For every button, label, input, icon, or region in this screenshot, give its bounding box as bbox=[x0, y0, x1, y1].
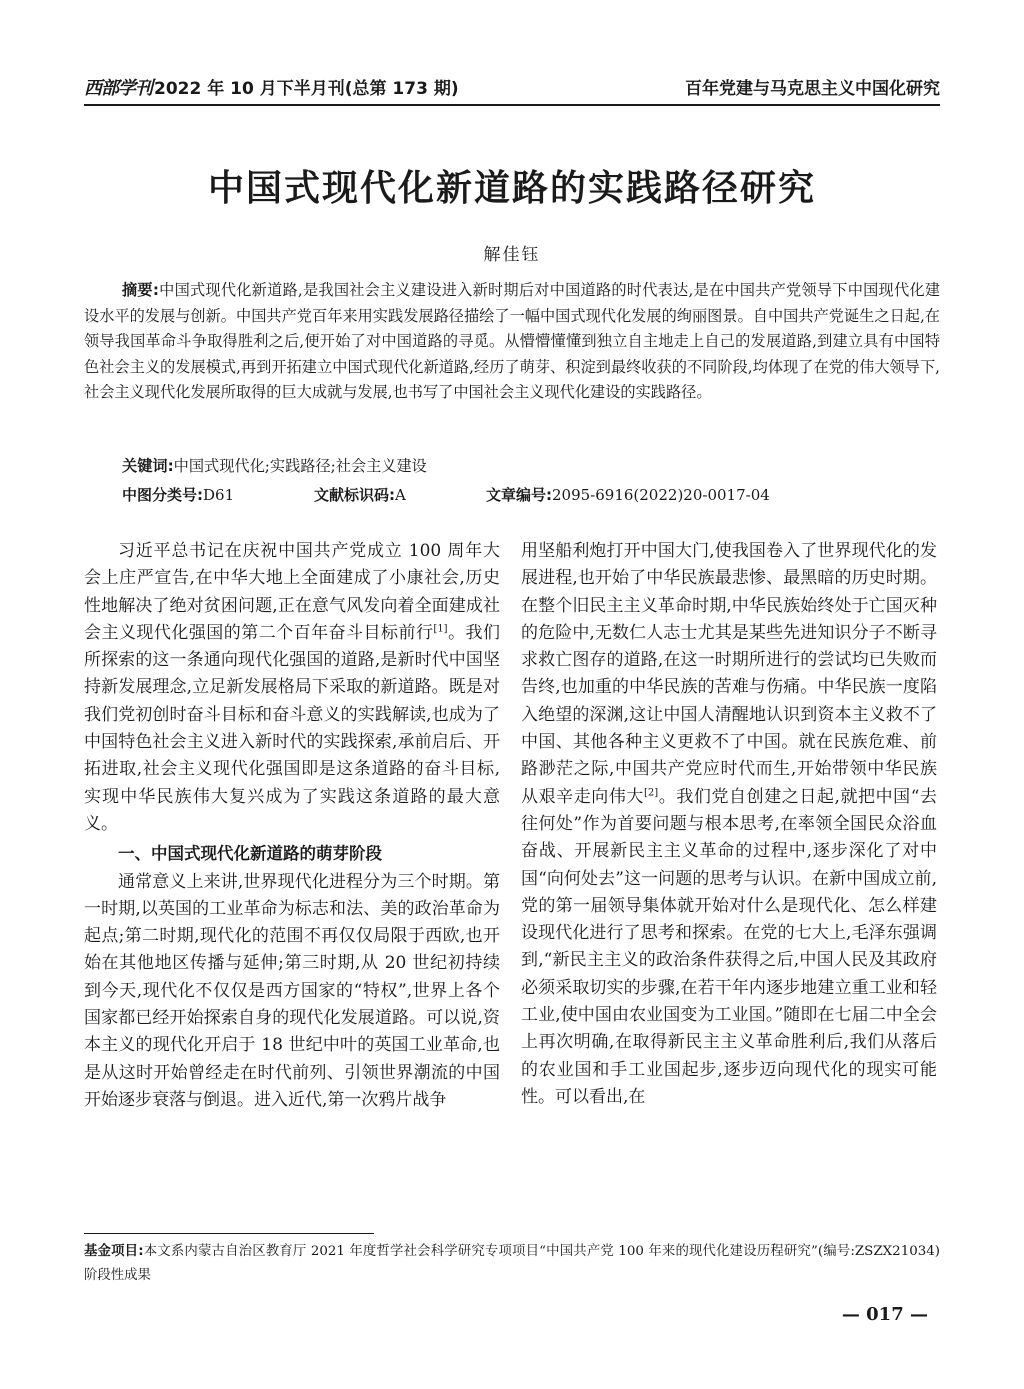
body-column-right bbox=[521, 538, 937, 1111]
footnote-text: 本文系内蒙古自治区教育厅 2021 年度哲学社会科学研究专项项目“中国共产党 100 年来的现代化建设历程研究”(编号:ZSZX21034)阶段性成果 bbox=[84, 1244, 940, 1283]
body-paragraph: 通常意义上来讲,世界现代化进程分为三个时期。第一时期,以英国的工业革命为标志和法、美的政治革命为起点;第二时期,现代化的范围不再仅仅局限于西欧,也开始在其他地区传播与延伸;第三时期,从 20 世纪初持续到今天,现代化不仅仅是西方国家的“特权”,世界上各个国家都已经开始探索自身的现代化发展道路。可以说,资本主义的现代化开启于 18 世纪中叶的英国工业革命,也是从这时开始曾经走在时代前列、引领世界潮流的中国开始逐步衰落与倒退。进入近代,第一次鸦片战争 bbox=[84, 871, 500, 1110]
abstract-label: 摘要: bbox=[122, 281, 159, 299]
body-paragraph bbox=[84, 538, 500, 838]
running-header bbox=[84, 66, 940, 106]
citation-ref: [2] bbox=[644, 787, 659, 799]
issue-label: 2022 年 10 月下半月刊(总第 173 期) bbox=[154, 79, 459, 99]
keywords bbox=[122, 455, 940, 476]
paragraph-text: 用坚船利炮打开中国大门,使我国卷入了世界现代化的发展进程,也开始了中华民族最悲惨、最黑暗的历史时期。在整个旧民主主义革命时期,中华民族始终处于亡国灭种的危险中,无数仁人志士尤其是某些先进知识分子不断寻求救亡图存的道路,在这一时期所进行的尝试均已失败而告终,也加重的中华民族的苦难与伤痛。中华民族一度陷入绝望的深渊,这让中国人清醒地认识到资本主义救不了中国、其他各种主义更救不了中国。就在民族危难、前路渺茫之际,中国共产党应时代而生,开始带领中华民族从艰辛走向伟大 bbox=[521, 541, 937, 807]
page-number: — 017 — bbox=[841, 1304, 928, 1325]
article-number-value: 2095-6916(2022)20-0017-04 bbox=[552, 486, 770, 504]
abstract bbox=[84, 278, 940, 406]
footnote-divider bbox=[84, 1233, 374, 1234]
clc-number bbox=[122, 484, 234, 505]
article-number-label: 文章编号: bbox=[486, 486, 552, 504]
section-heading: 一、中国式现代化新道路的萌芽阶段 bbox=[118, 844, 382, 864]
header-issue-info bbox=[84, 74, 459, 100]
citation-ref: [1] bbox=[433, 623, 448, 635]
author-name: 解佳钰 bbox=[483, 245, 541, 265]
document-code-value: A bbox=[395, 486, 406, 504]
keywords-text: 中国式现代化;实践路径;社会主义建设 bbox=[173, 457, 427, 475]
document-code-label: 文献标识码: bbox=[314, 486, 395, 504]
document-code bbox=[314, 484, 406, 505]
journal-logo: 西部学刊 bbox=[84, 78, 152, 99]
paragraph-text: 。我们党自创建之日起,就把中国“去往何处”作为首要问题与根本思考,在率领全国民众浴血奋战、开展新民主主义革命的过程中,逐步深化了对中国“向何处去”这一问题的思考与认识。在新中国成立前,党的第一届领导集体就开始对什么是现代化、怎么样建设现代化进行了思考和探索。在党的七大上,毛泽东强调到,“新民主主义的政治条件获得之后,中国人民及其政府必须采取切实的步骤,在若干年内逐步地建立重工业和轻工业,使中国由农业国变为工业国。”随即在七届二中全会上再次明确,在取得新民主主义革命胜利后,我们从落后的农业国和手工业国起步,逐步迈向现代化的现实可能性。可以看出,在 bbox=[521, 786, 937, 1107]
funding-footnote bbox=[84, 1240, 940, 1288]
paragraph-text: 。我们所探索的这一条通向现代化强国的道路,是新时代中国坚持新发展理念,立足新发展格局下采取的新道路。既是对我们党初创时奋斗目标和奋斗意义的实践解读,也成为了中国特色社会主义进入新时代的实践探索,承前启后、开拓进取,社会主义现代化强国即是这条道路的奋斗目标,实现中华民族伟大复兴成为了实践这条道路的最大意义。 bbox=[84, 622, 501, 834]
abstract-text: 中国式现代化新道路,是我国社会主义建设进入新时期后对中国道路的时代表达,是在中国共产党领导下中国现代化建设水平的发展与创新。中国共产党百年来用实践发展路径描绘了一幅中国式现代化发展的绚丽图景。自中国共产党诞生之日起,在领导我国革命斗争取得胜利之后,便开始了对中国道路的寻觅。从懵懵懂懂到独立自主地走上自己的发展道路,到建立具有中国特色社会主义的发展模式,再到开拓建立中国式现代化新道路,经历了萌芽、积淀到最终收获的不同阶段,均体现了在党的伟大领导下,社会主义现代化发展所取得的巨大成就与发展,也书写了中国社会主义现代化建设的实践路径。 bbox=[84, 281, 941, 401]
keywords-label: 关键词: bbox=[122, 457, 174, 475]
section-label: 百年党建与马克思主义中国化研究 bbox=[685, 79, 940, 99]
article-title: 中国式现代化新道路的实践路径研究 bbox=[207, 167, 816, 209]
footnote-label: 基金项目: bbox=[84, 1244, 144, 1259]
body-column-left bbox=[84, 538, 500, 1114]
article-number bbox=[486, 484, 770, 505]
clc-label: 中图分类号: bbox=[122, 486, 203, 504]
paragraph-text: 习近平总书记在庆祝中国共产党成立 100 周年大会上庄严宣告,在中华大地上全面建成了小康社会,历史性地解决了绝对贫困问题,正在意气风发向着全面建成社会主义现代化强国的第二个百年奋斗目标前行 bbox=[84, 541, 500, 643]
clc-value: D61 bbox=[203, 486, 235, 504]
body-paragraph bbox=[521, 538, 937, 1111]
